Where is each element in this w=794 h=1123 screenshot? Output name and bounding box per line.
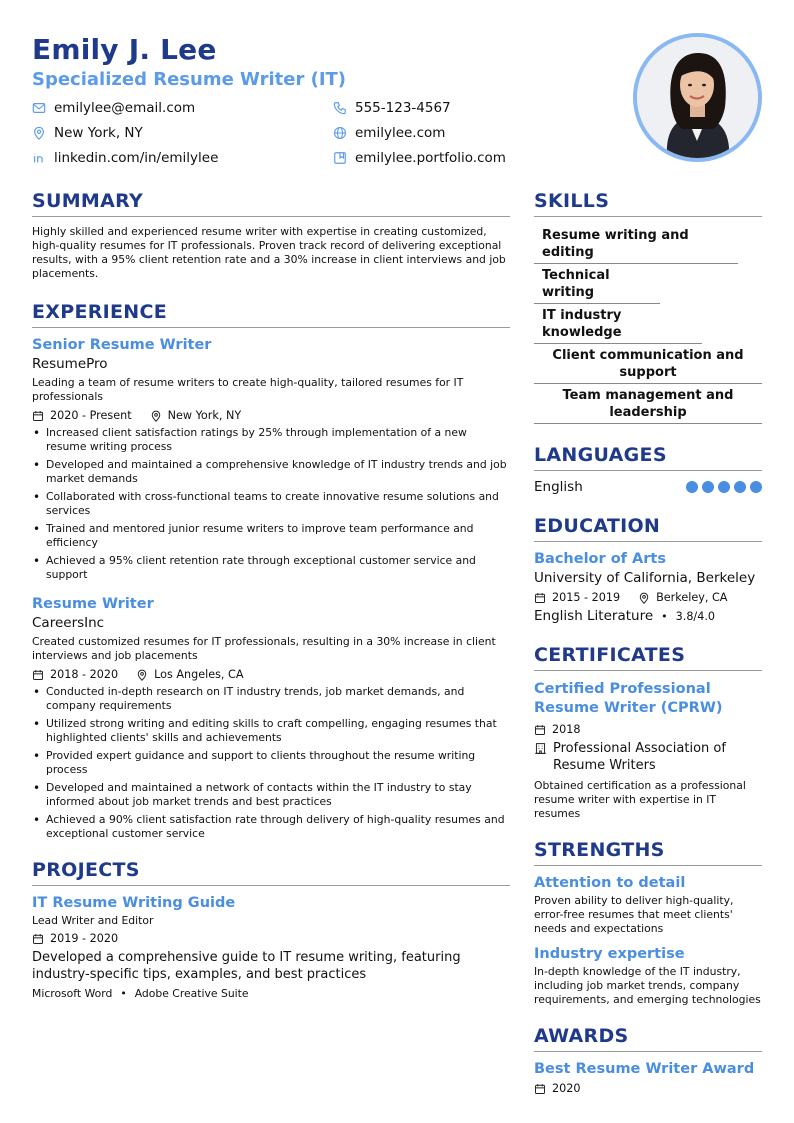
experience-company: ResumePro <box>32 356 108 372</box>
linkedin-icon <box>32 151 46 165</box>
list-item: • Developed and maintained a comprehensive knowledge of IT industry trends and job market demands <box>32 458 510 486</box>
skill-tag: Team management and leadership <box>534 384 762 424</box>
education-school: University of California, Berkeley <box>534 570 756 586</box>
language-name: English <box>534 479 583 495</box>
calendar-icon <box>534 592 546 604</box>
education-degree: Bachelor of Arts <box>534 551 666 567</box>
location-pin-icon <box>638 592 650 604</box>
experience-location <box>150 409 242 422</box>
projects-heading: PROJECTS <box>32 859 510 886</box>
level-dot <box>686 481 698 493</box>
experience-location <box>136 668 243 681</box>
certificate-item <box>534 680 762 821</box>
calendar-icon <box>534 1083 546 1095</box>
education-gpa: 3.8/4.0 <box>675 609 715 623</box>
experience-description: Created customized resumes for IT professionals, resulting in a 30% increase in client interviews and job placements <box>32 635 496 662</box>
phone-text: 555-123-4567 <box>355 100 451 116</box>
strength-name: Industry expertise <box>534 946 685 962</box>
education-heading: EDUCATION <box>534 515 762 542</box>
list-item: • Developed and maintained a network of contacts within the IT industry to stay informed about job market trends and best practices <box>32 781 510 809</box>
contact-linkedin[interactable] <box>32 150 218 166</box>
strength-item <box>534 946 762 1007</box>
strength-description: Proven ability to deliver high-quality, error-free resumes that meet clients' needs and expectations <box>534 894 734 935</box>
list-item: • Increased client satisfaction ratings by 25% through implementation of a new resume writing process <box>32 426 510 454</box>
building-icon <box>534 742 547 755</box>
experience-item <box>32 337 510 582</box>
project-tool: Microsoft Word <box>32 987 113 1000</box>
location-pin-icon <box>136 669 148 681</box>
education-field: English Literature <box>534 608 654 624</box>
experience-bullets <box>32 685 510 841</box>
left-column <box>32 190 510 1001</box>
project-name: IT Resume Writing Guide <box>32 895 236 911</box>
experience-location-text: New York, NY <box>167 409 242 422</box>
location-pin-icon <box>150 410 162 422</box>
calendar-icon <box>32 410 44 422</box>
language-row <box>534 479 762 495</box>
level-dot <box>734 481 746 493</box>
project-dates: 2019 - 2020 <box>50 932 119 945</box>
separator-dot: • <box>661 609 668 623</box>
skill-tag: Client communication and support <box>534 344 762 384</box>
level-dot <box>702 481 714 493</box>
project-item <box>32 895 510 1001</box>
calendar-icon <box>32 669 44 681</box>
linkedin-text: linkedin.com/in/emilylee <box>54 150 219 166</box>
experience-dates: 2018 - 2020 <box>50 668 119 681</box>
list-item: • Utilized strong writing and editing skills to craft compelling, engaging resumes that highlighted clients' skills and achievements <box>32 717 510 745</box>
experience-meta <box>32 409 510 422</box>
location-text: New York, NY <box>54 125 143 141</box>
experience-dates: 2020 - Present <box>50 409 132 422</box>
globe-icon <box>333 126 347 140</box>
list-item: • Achieved a 90% client satisfaction rate through delivery of high-quality resumes and exceptional customer service <box>32 813 510 841</box>
right-column <box>534 190 762 1095</box>
experience-company: CareersInc <box>32 615 105 631</box>
contact-website[interactable] <box>333 125 445 141</box>
experience-location-text: Los Angeles, CA <box>154 668 244 681</box>
level-dot <box>750 481 762 493</box>
contact-phone[interactable] <box>333 100 451 116</box>
list-item: • Trained and mentored junior resume writers to improve team performance and efficiency <box>32 522 510 550</box>
list-item: • Collaborated with cross-functional teams to create innovative resume solutions and services <box>32 490 510 518</box>
project-tool: Adobe Creative Suite <box>134 987 249 1000</box>
award-name: Best Resume Writer Award <box>534 1061 755 1077</box>
calendar-icon <box>32 933 44 945</box>
calendar-icon <box>534 724 546 736</box>
languages-heading: LANGUAGES <box>534 444 762 471</box>
experience-bullets <box>32 426 510 582</box>
certificate-issuer: Professional Association of Resume Writers <box>553 741 726 773</box>
award-year: 2020 <box>552 1082 581 1095</box>
experience-role: Resume Writer <box>32 596 154 612</box>
summary-heading: SUMMARY <box>32 190 510 217</box>
location-pin-icon <box>32 126 46 140</box>
candidate-name: Emily J. Lee <box>32 33 217 66</box>
certificate-name: Certified Professional Resume Writer (CPRW) <box>534 681 723 716</box>
experience-item <box>32 596 510 841</box>
level-dot <box>718 481 730 493</box>
summary-text: Highly skilled and experienced resume writer with expertise in creating customized, high-quality resumes for IT professionals. Proven track record of delivering exceptional results, with a 95% client retention rate and a 30% increase in client interviews and job placements. <box>32 225 506 280</box>
education-field-row <box>534 608 762 624</box>
strength-name: Attention to detail <box>534 875 686 891</box>
skill-tag: Resume writing and editing <box>534 224 738 264</box>
experience-role: Senior Resume Writer <box>32 337 212 353</box>
certificate-year: 2018 <box>552 723 581 736</box>
education-location-text: Berkeley, CA <box>656 591 728 604</box>
certificate-description: Obtained certification as a professional resume writer with expertise in IT resumes <box>534 779 746 820</box>
contact-portfolio[interactable] <box>333 150 506 166</box>
portfolio-text: emilylee.portfolio.com <box>355 150 506 166</box>
experience-meta <box>32 668 510 681</box>
envelope-icon <box>32 101 46 115</box>
profile-photo <box>633 33 762 162</box>
language-level <box>686 481 762 493</box>
list-item: • Achieved a 95% client retention rate through exceptional customer service and support <box>32 554 510 582</box>
education-dates: 2015 - 2019 <box>552 591 621 604</box>
phone-icon <box>333 101 347 115</box>
strength-description: In-depth knowledge of the IT industry, including job market trends, company requirements, and emerging technologies <box>534 965 761 1006</box>
strength-item <box>534 875 762 936</box>
skills-heading: SKILLS <box>534 190 762 217</box>
candidate-title: Specialized Resume Writer (IT) <box>32 69 347 90</box>
list-item: • Conducted in-depth research on IT industry trends, job market demands, and company requirements <box>32 685 510 713</box>
award-item <box>534 1061 762 1095</box>
education-meta <box>534 591 762 604</box>
list-item: • Provided expert guidance and support to clients throughout the resume writing process <box>32 749 510 777</box>
contact-email[interactable] <box>32 100 195 116</box>
contact-location <box>32 125 143 141</box>
project-tools <box>32 987 510 1001</box>
awards-heading: AWARDS <box>534 1025 762 1052</box>
certificate-issuer-row <box>534 740 762 774</box>
website-text: emilylee.com <box>355 125 446 141</box>
project-meta <box>32 932 510 945</box>
certificate-meta <box>534 723 762 736</box>
skill-tag: Technical writing <box>534 264 660 304</box>
project-description: Developed a comprehensive guide to IT resume writing, featuring industry-specific tips, examples, and best practices <box>32 950 461 982</box>
project-role: Lead Writer and Editor <box>32 914 154 927</box>
skills-list <box>534 224 762 424</box>
experience-description: Leading a team of resume writers to create high-quality, tailored resumes for IT professionals <box>32 376 464 403</box>
portfolio-icon <box>333 151 347 165</box>
education-item <box>534 551 762 624</box>
email-text: emilylee@email.com <box>54 100 196 116</box>
separator-dot: • <box>120 987 127 1000</box>
profile-photo-illustration <box>637 37 758 158</box>
strengths-heading: STRENGTHS <box>534 839 762 866</box>
experience-heading: EXPERIENCE <box>32 301 510 328</box>
skill-tag: IT industry knowledge <box>534 304 702 344</box>
award-meta <box>534 1082 762 1095</box>
certificates-heading: CERTIFICATES <box>534 644 762 671</box>
education-location <box>638 591 727 604</box>
